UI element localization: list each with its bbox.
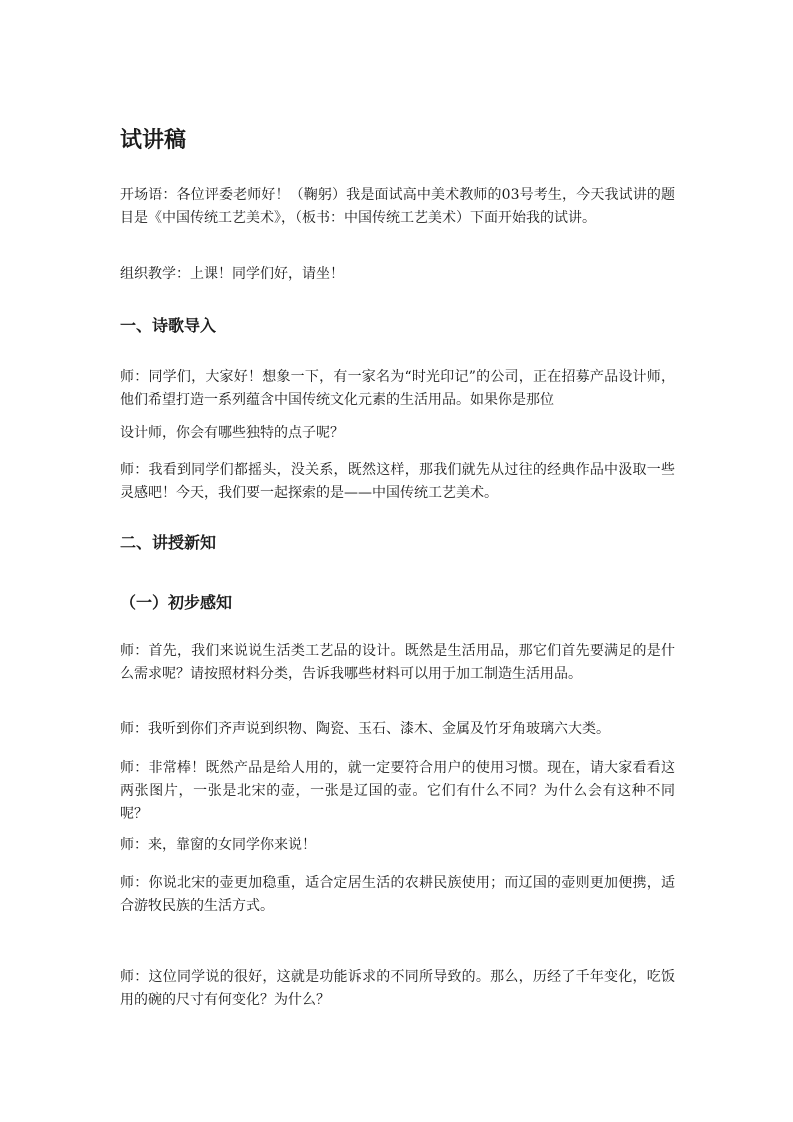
subsection-heading-initial-perception: （一）初步感知: [120, 593, 233, 612]
subsection-paragraph-3: 师：非常棒！既然产品是给人用的，就一定要符合用户的使用习惯。现在，请大家看看这两张图片，一张是北宋的壶，一张是辽国的壶。它们有什么不同？为什么会有这种不同呢？: [120, 760, 675, 822]
opening-paragraph: 开场语：各位评委老师好！（鞠躬）我是面试高中美术教师的03号考生，今天我试讲的题目是《中国传统工艺美术》，（板书：中国传统工艺美术）下面开始我的试讲。: [120, 187, 675, 226]
subsection-paragraph-6: 师：这位同学说的很好，这就是功能诉求的不同所导致的。那么，历经了千年变化，吃饭用的碗的尺寸有何变化？为什么？: [120, 969, 675, 1008]
subsection-paragraph-1: 师：首先，我们来说说生活类工艺品的设计。既然是生活用品，那它们首先要满足的是什么需求呢？请按照材料分类，告诉我哪些材料可以用于加工制造生活用品。: [120, 643, 675, 682]
section-heading-poem-intro: 一、诗歌导入: [120, 316, 217, 335]
section1-paragraph-1a: 师：同学们，大家好！想象一下，有一家名为“时光印记”的公司，正在招募产品设计师，他们希望打造一系列蕴含中国传统文化元素的生活用品。如果你是那位: [120, 369, 675, 408]
document-title: 试讲稿: [120, 128, 187, 153]
section-heading-new-knowledge: 二、讲授新知: [120, 533, 217, 552]
section1-paragraph-1b: 设计师，你会有哪些独特的点子呢？: [120, 425, 344, 441]
organize-paragraph: 组织教学：上课！同学们好，请坐！: [120, 266, 344, 282]
subsection-paragraph-4: 师：来，靠窗的女同学你来说！: [120, 837, 316, 853]
subsection-paragraph-2: 师：我听到你们齐声说到织物、陶瓷、玉石、漆木、金属及竹牙角玻璃六大类。: [120, 721, 610, 737]
section1-paragraph-2: 师：我看到同学们都摇头，没关系，既然这样，那我们就先从过往的经典作品中汲取一些灵感吧！今天，我们要一起探索的是——中国传统工艺美术。: [120, 462, 675, 501]
subsection-paragraph-5: 师：你说北宋的壶更加稳重，适合定居生活的农耕民族使用；而辽国的壶则更加便携，适合游牧民族的生活方式。: [120, 875, 675, 914]
